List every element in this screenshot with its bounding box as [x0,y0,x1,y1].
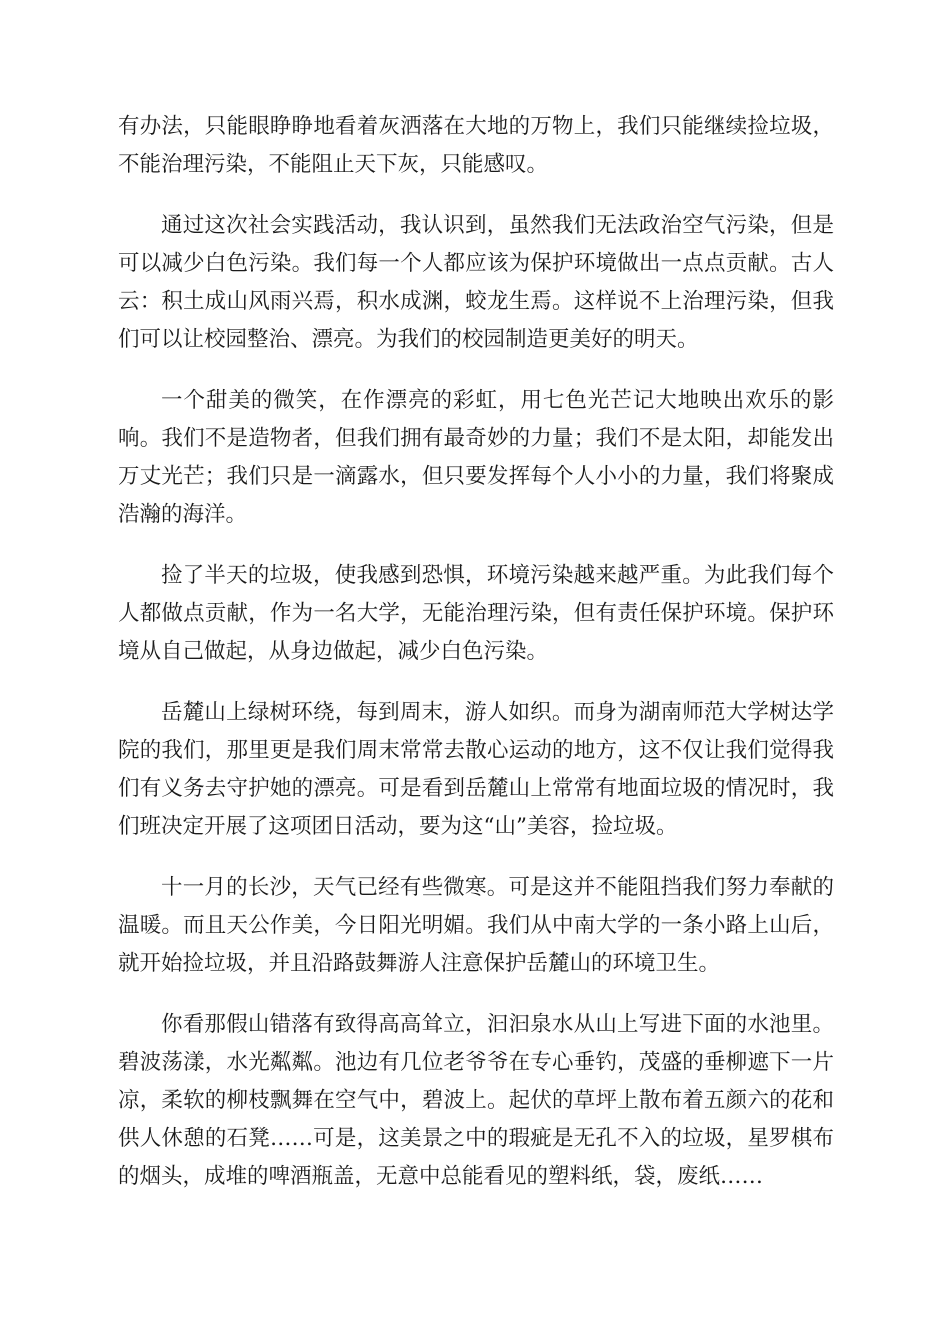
document-body [118,108,834,1196]
paragraph: 捡了半天的垃圾，使我感到恐惧，环境污染越来越严重。为此我们每个人都做点贡献，作为一名大学，无能治理污染，但有责任保护环境。保护环境从自己做起，从身边做起，减少白色污染。 [118,563,834,664]
paragraph: 一个甜美的微笑，在作漂亮的彩虹，用七色光芒记大地映出欢乐的影响。我们不是造物者，但我们拥有最奇妙的力量；我们不是太阳，却能发出万丈光芒；我们只是一滴露水，但只要发挥每个人小小的力量，我们将聚成浩瀚的海洋。 [118,388,834,527]
paragraph: 有办法，只能眼睁睁地看着灰洒落在大地的万物上，我们只能继续捡垃圾，不能治理污染，不能阻止天下灰，只能感叹。 [118,114,834,177]
paragraph: 通过这次社会实践活动，我认识到，虽然我们无法政治空气污染，但是可以减少白色污染。我们每一个人都应该为保护环境做出一点点贡献。古人云：积土成山风雨兴焉，积水成渊，蛟龙生焉。这样说不上治理污染，但我们可以让校园整治、漂亮。为我们的校园制造更美好的明天。 [118,213,834,352]
paragraph: 你看那假山错落有致得高高耸立，汩汩泉水从山上写进下面的水池里。碧波荡漾，水光粼粼。池边有几位老爷爷在专心垂钓，茂盛的垂柳遮下一片凉，柔软的柳枝飘舞在空气中，碧波上。起伏的草坪上散布着五颜六的花和供人休憩的石凳……可是，这美景之中的瑕疵是无孔不入的垃圾，星罗棋布的烟头，成堆的啤酒瓶盖，无意中总能看见的塑料纸，袋，废纸…… [118,1012,834,1189]
paragraph: 岳麓山上绿树环绕，每到周末，游人如织。而身为湖南师范大学树达学院的我们，那里更是我们周末常常去散心运动的地方，这不仅让我们觉得我们有义务去守护她的漂亮。可是看到岳麓山上常常有地面垃圾的情况时，我们班决定开展了这项团日活动，要为这“山”美容，捡垃圾。 [118,700,834,839]
paragraph: 十一月的长沙，天气已经有些微寒。可是这并不能阻挡我们努力奉献的温暖。而且天公作美，今日阳光明媚。我们从中南大学的一条小路上山后，就开始捡垃圾，并且沿路鼓舞游人注意保护岳麓山的环境卫生。 [118,875,834,976]
